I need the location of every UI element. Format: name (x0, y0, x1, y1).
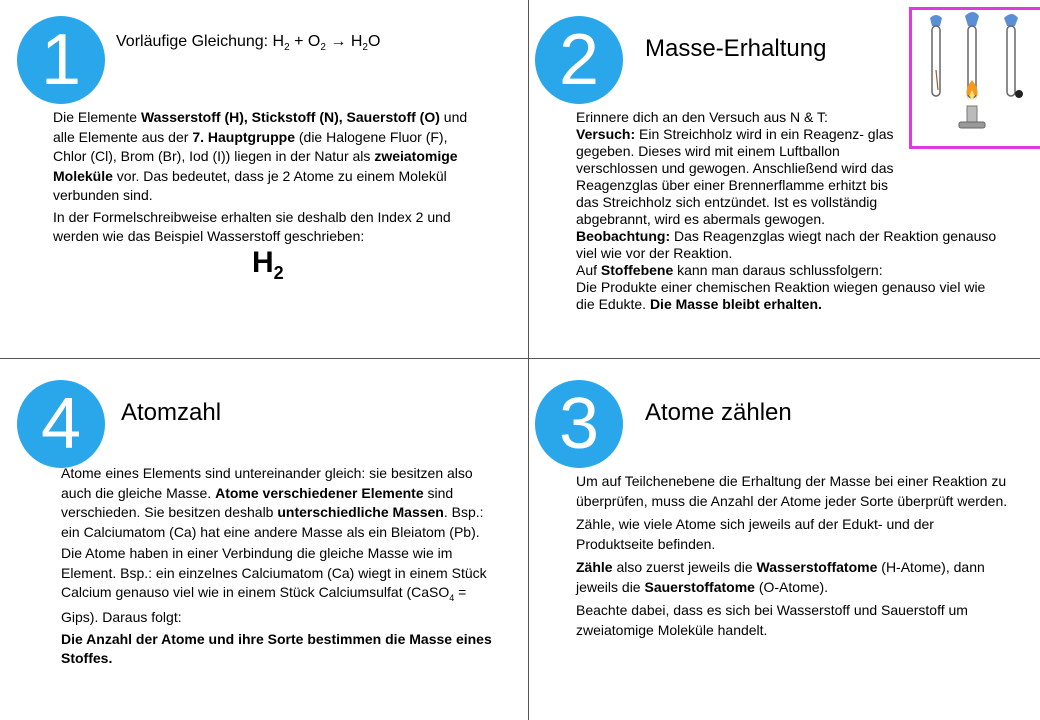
vertical-divider (528, 0, 529, 720)
atomic-number-title: Atomzahl (121, 399, 222, 426)
experiment-figure (909, 7, 1040, 149)
count-atoms-text: Um auf Teilchenebene die Erhaltung der Masse bei einer Reaktion zu überprüfen, muss die Anzahl der Atome jeder Sorte überprüft werden. Zähle, wie viele Atome sich jeweils auf der Edukt- und der Produktseite befinden. Zähle also zuerst jeweils die Wasserstoffatome (H-Atome), dann jeweils die Sauerstoffatome (O-Atome). Beachte dabei, dass es sich bei Wasserstoff und Sauerstoff um zweiatomige Moleküle handelt. (576, 473, 1008, 638)
number-badge-3: 3 (535, 380, 623, 468)
hydrogen-formula: $H_2$ (252, 246, 284, 283)
count-atoms-title: Atome zählen (645, 399, 792, 426)
horizontal-divider (0, 358, 1040, 359)
mass-conservation-text: Erinnere dich an den Versuch aus N & T: Versuch: Ein Streichholz wird in ein Reagenz- glas gegeben. Dieses wird mit einem Luftballon verschlossen und gewogen. Anschließend wird das Reagenzglas über einer Brennerflamme erhitzt bis das Streichholz sich entzündet. Ist es vollständig abgebrannt, wird es abermals gewogen. Beobachtung: Das Reagenzglas wiegt nach der Reaktion genauso viel wie vor der Reaktion. Auf Stoffebene kann man daraus schlussfolgern: Die Produkte einer chemischen Reaktion wiegen genauso viel wie die Edukte. Die Masse bleibt erhalten. (576, 109, 997, 312)
diatomic-elements-text: Die Elemente Wasserstoff (H), Stickstoff (N), Sauerstoff (O) und alle Elemente aus der 7. Hauptgruppe (die Halogene Fluor (F), Chlor (Cl), Brom (Br), Iod (I)) liegen in der Natur als zweiatomige Moleküle vor. Das bedeutet, dass je 2 Atome zu einem Molekül verbunden sind. In der Formelschreibweise erhalten sie deshalb den Index 2 und werden wie das Beispiel Wasserstoff geschrieben: (53, 109, 468, 244)
test-tube-illustration (912, 10, 1040, 146)
mass-conservation-title: Masse-Erhaltung (645, 35, 827, 62)
number-badge-4: 4 (17, 380, 105, 468)
number-badge-2: 2 (535, 16, 623, 104)
atom-mass-text: Atome eines Elements sind untereinander gleich: sie besitzen also auch die gleiche Masse. Atome verschiedener Elemente sind verschieden. Sie besitzen deshalb unterschiedliche Massen. Bsp.: ein Calciumatom (Ca) hat eine andere Masse als ein Bleiatom (Pb). Die Atome haben in einer Verbindung die gleiche Masse wie im Element. Bsp.: ein einzelnes Calciumatom (Ca) wiegt in einem Stück Calcium genauso viel wie in einem Stück Calciumsulfat (CaSO$_4$ = Gips). Daraus folgt: Die Anzahl der Atome und ihre Sorte bestimmen die Masse eines Stoffes. (61, 465, 492, 667)
number-badge-1: 1 (17, 16, 105, 104)
provisional-equation: Vorläufige Gleichung: $H_2 + O_2 \to H_2O$ (116, 33, 381, 54)
